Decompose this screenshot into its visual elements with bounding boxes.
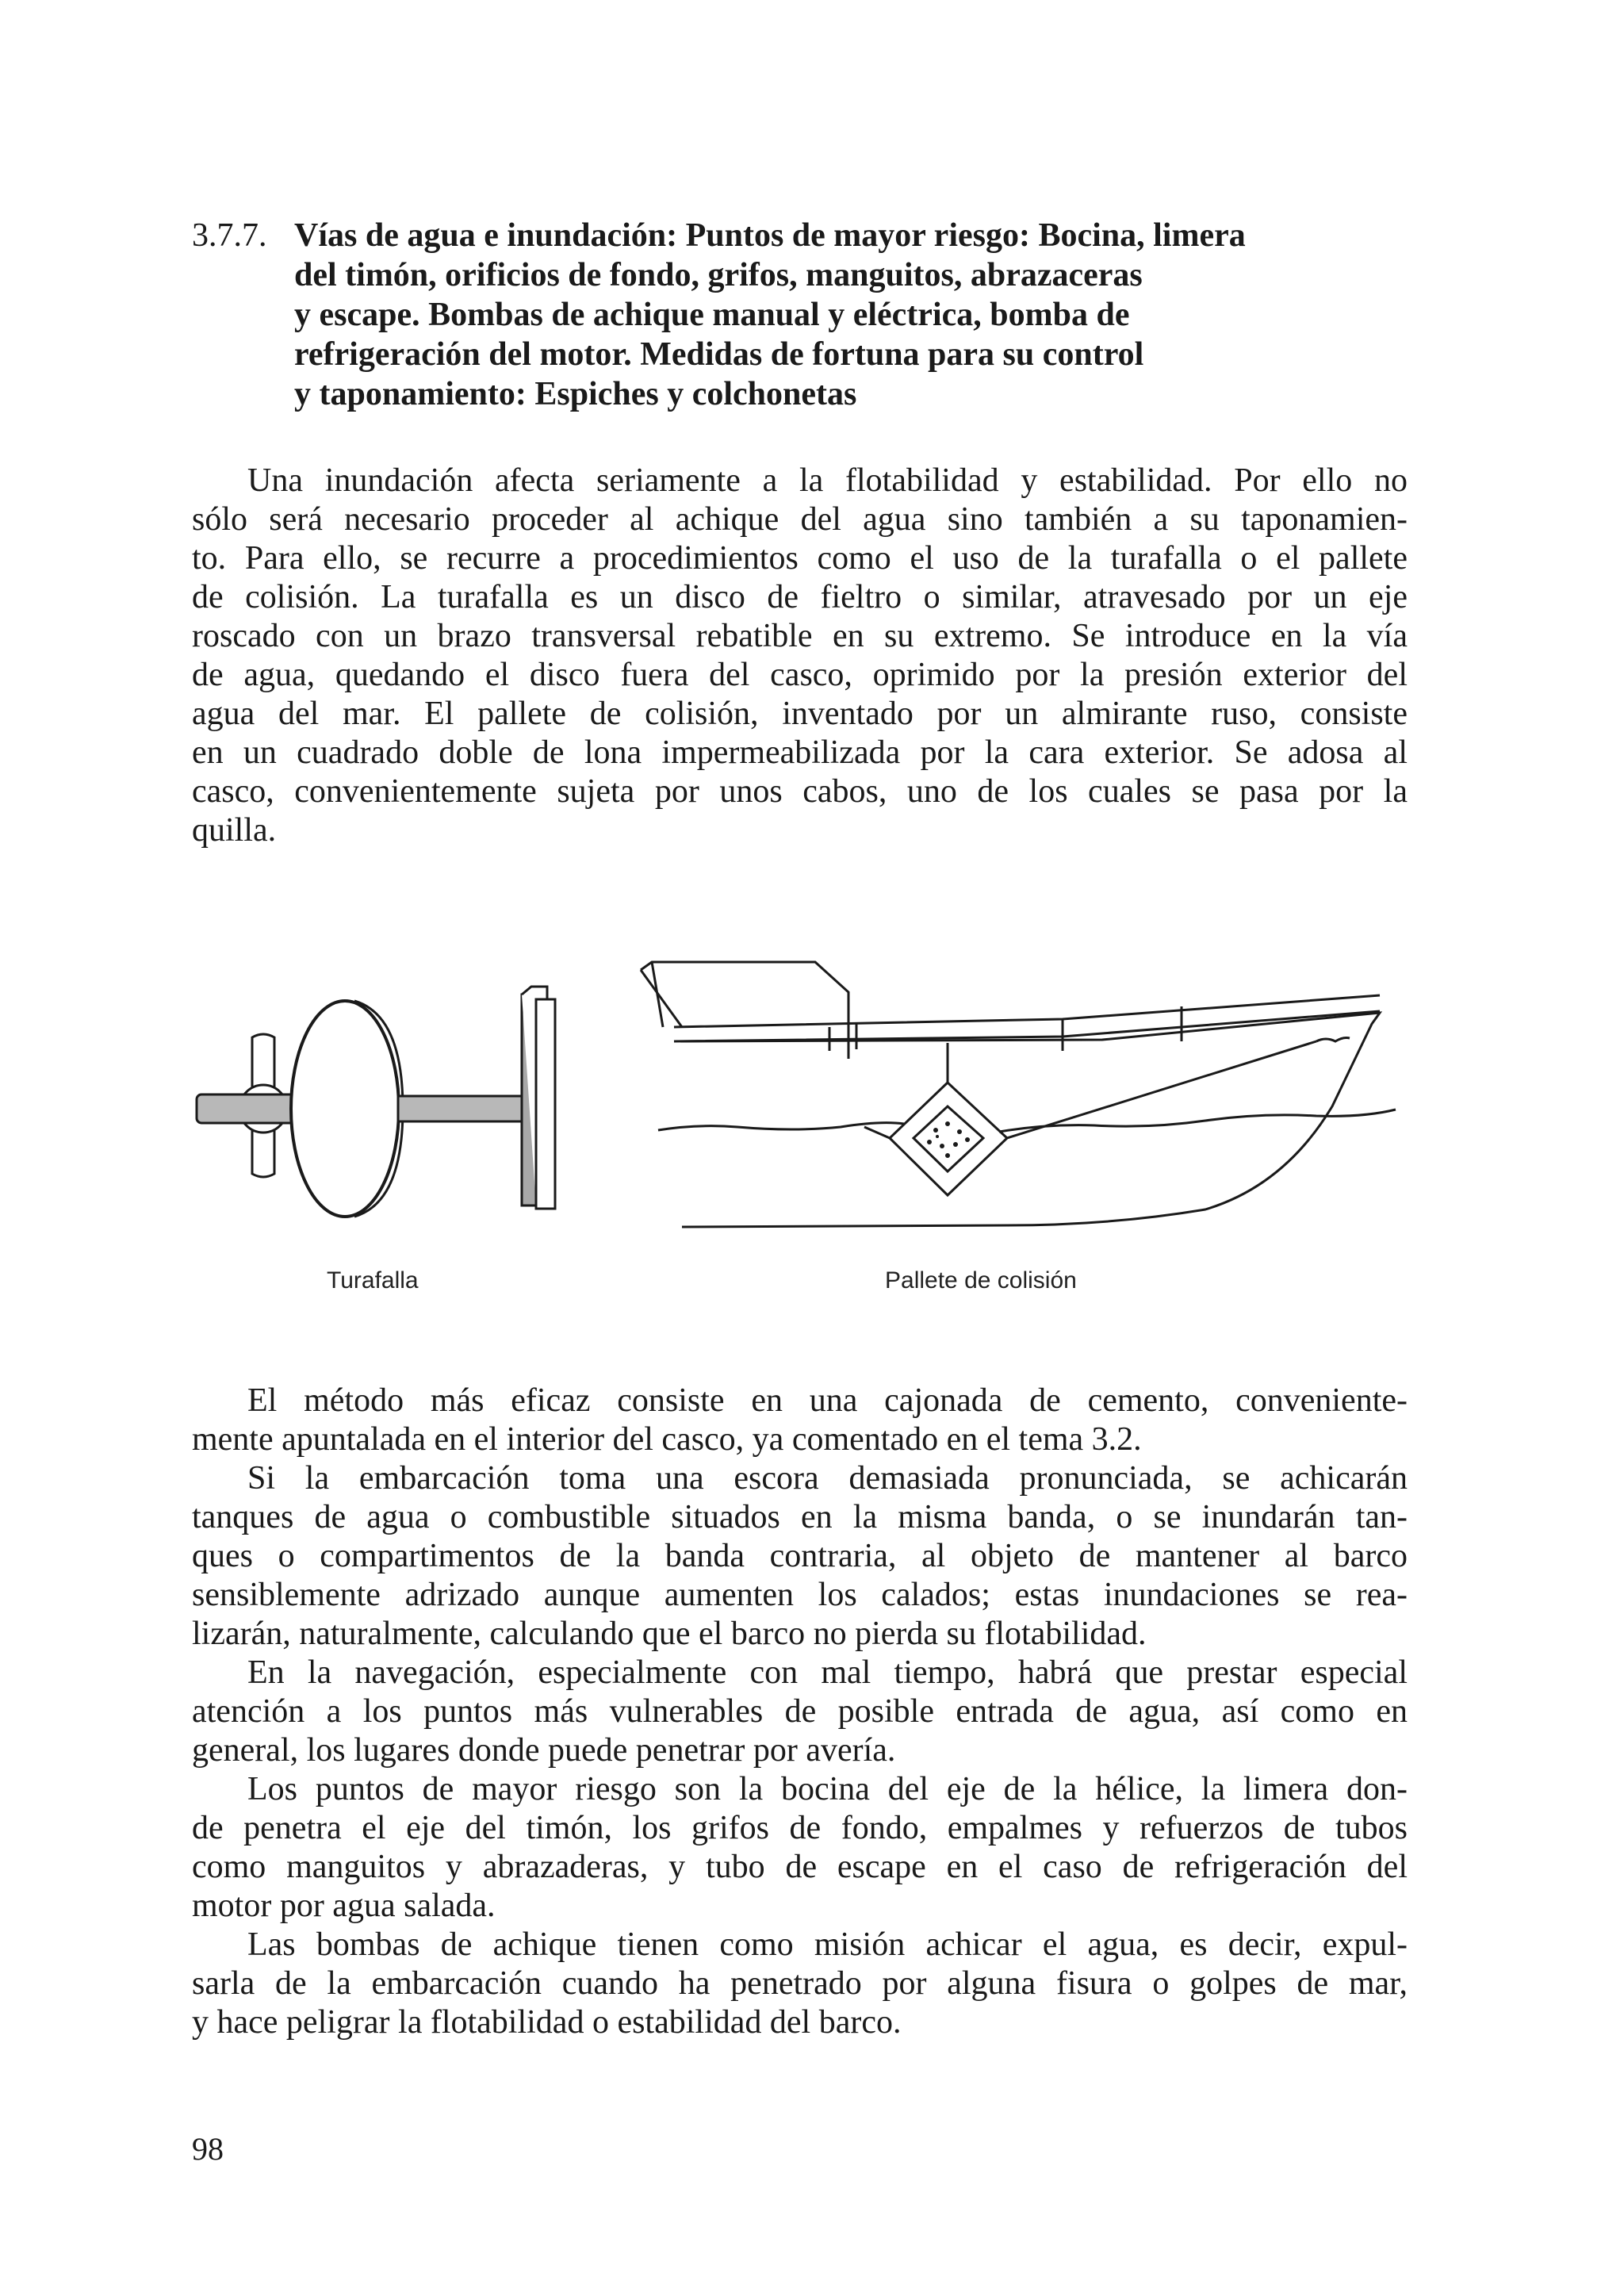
turafalla-disc xyxy=(291,1001,399,1217)
turafalla-plate xyxy=(536,999,555,1209)
text-line: quilla. xyxy=(192,812,277,849)
text-line: de colisión. La turafalla es un disco de fieltro o similar, atravesado por un eje xyxy=(192,579,1408,615)
text-line: mente apuntalada en el interior del casco, ya comentado en el tema 3.2. xyxy=(192,1421,1142,1458)
text-line: sarla de la embarcación cuando ha penetrado por alguna fisura o golpes de mar, xyxy=(192,1965,1408,2002)
text-line: de penetra el eje del timón, los grifos de fondo, empalmes y refuerzos de tubos xyxy=(192,1810,1408,1846)
turafalla-shaft xyxy=(398,1096,541,1121)
text-line: como manguitos y abrazaderas, y tubo de escape en el caso de refrigeración del xyxy=(192,1849,1408,1885)
text-line: sensiblemente adrizado aunque aumenten los calados; estas inundaciones se rea- xyxy=(192,1577,1408,1613)
text-line: En la navegación, especialmente con mal tiempo, habrá que prestar especial xyxy=(247,1654,1408,1691)
page-number: 98 xyxy=(192,2131,224,2167)
text-line: to. Para ello, se recurre a procedimientos como el uso de la turafalla o el pallete xyxy=(192,540,1408,577)
caption-pallete: Pallete de colisión xyxy=(885,1267,1077,1294)
section-title-line: Vías de agua e inundación: Puntos de mayor riesgo: Bocina, limera xyxy=(294,217,1246,254)
section-title-line: refrigeración del motor. Medidas de fortuna para su control xyxy=(294,336,1144,373)
mat-texture xyxy=(927,1121,970,1158)
text-line: y hace peligrar la flotabilidad o estabilidad del barco. xyxy=(192,2004,902,2041)
section-title xyxy=(294,216,1420,414)
text-line: ques o compartimentos de la banda contraria, al objeto de mantener al barco xyxy=(192,1538,1408,1574)
text-line: Las bombas de achique tienen como misión achicar el agua, es decir, expul- xyxy=(247,1926,1408,1963)
text-line: El método más eficaz consiste en una cajonada de cemento, conveniente- xyxy=(247,1382,1408,1419)
text-line: atención a los puntos más vulnerables de posible entrada de agua, así como en xyxy=(192,1693,1408,1730)
section-title-line: y escape. Bombas de achique manual y eléctrica, bomba de xyxy=(294,297,1130,333)
text-line: Una inundación afecta seriamente a la flotabilidad y estabilidad. Por ello no xyxy=(247,462,1408,499)
boat-hull xyxy=(680,1013,1380,1227)
turafalla-illustration xyxy=(190,983,603,1237)
pallete-illustration xyxy=(634,948,1411,1249)
text-line: tanques de agua o combustible situados en la misma banda, o se inundarán tan- xyxy=(192,1499,1408,1535)
text-line: sólo será necesario proceder al achique del agua sino también a su taponamien- xyxy=(192,501,1408,538)
body-paragraphs xyxy=(192,1382,1408,2042)
text-line: casco, convenientemente sujeta por unos cabos, uno de los cuales se pasa por la xyxy=(192,773,1408,810)
text-line: agua del mar. El pallete de colisión, inventado por un almirante ruso, consiste xyxy=(192,696,1408,732)
collision-mat xyxy=(890,1083,1007,1195)
section-title-line: del timón, orificios de fondo, grifos, manguitos, abrazaceras xyxy=(294,257,1143,293)
text-line: en un cuadrado doble de lona impermeabilizada por la cara exterior. Se adosa al xyxy=(192,734,1408,771)
intro-paragraph xyxy=(192,462,1408,850)
text-line: general, los lugares donde puede penetrar por avería. xyxy=(192,1732,896,1769)
section-number: 3.7.7. xyxy=(192,217,267,254)
caption-turafalla: Turafalla xyxy=(327,1267,419,1294)
text-line: lizarán, naturalmente, calculando que el barco no pierda su flotabilidad. xyxy=(192,1616,1147,1652)
text-line: roscado con un brazo transversal rebatible en su extremo. Se introduce en la vía xyxy=(192,618,1408,654)
water-line xyxy=(658,1110,1396,1132)
text-line: Si la embarcación toma una escora demasiada pronunciada, se achicarán xyxy=(247,1460,1408,1497)
boat-cabin-frame xyxy=(641,962,848,1059)
mat-rope xyxy=(864,1041,1316,1138)
text-line: motor por agua salada. xyxy=(192,1888,496,1924)
text-line: de agua, quedando el disco fuera del casco, oprimido por la presión exterior del xyxy=(192,657,1408,693)
section-title-line: y taponamiento: Espiches y colchonetas xyxy=(294,376,857,412)
text-line: Los puntos de mayor riesgo son la bocina del eje de la hélice, la limera don- xyxy=(247,1771,1408,1807)
